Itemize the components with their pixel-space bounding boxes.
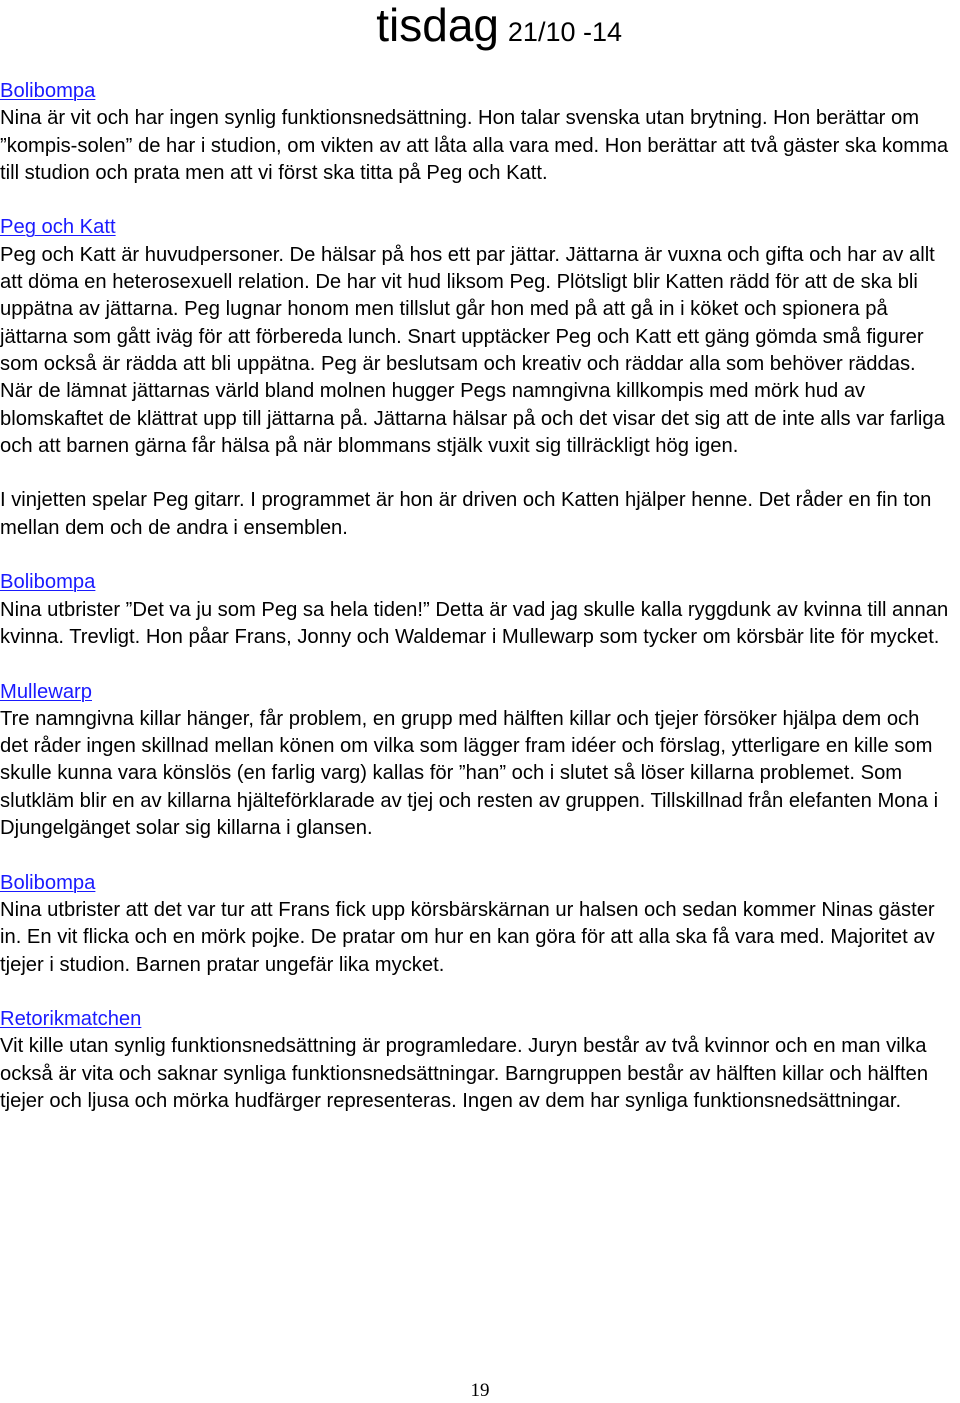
section-heading[interactable]: Retorikmatchen	[0, 1008, 142, 1031]
section-heading[interactable]: Bolibompa	[0, 871, 96, 894]
section-retorikmatchen	[0, 1006, 950, 1115]
section-paragraph: Nina utbrister att det var tur att Frans fick upp körsbärskärnan ur halsen och sedan kommer Ninas gäster in. En vit flicka och en mörk pojke. De pratar om hur en kan göra för att alla ska få vara med. Majoritet av tjejer i studion. Barnen pratar ungefär lika mycket.	[0, 898, 935, 976]
section-paragraph: Peg och Katt är huvudpersoner. De hälsar på hos ett par jättar. Jättarna är vuxna och gifta och har av allt att döma en heterosexuell relation. De har vit hud liksom Peg. Plötsligt blir Katten rädd för att de ska bli uppätna av jättarna. Peg lugnar honom men tillslut går hon med på att gå in i köket och spionera på jättarna som gått iväg för att förbereda lunch. Snart upptäcker Peg och Katt ett gäng gömda små figurer som också är rädda att bli uppätna. Peg är beslutsam och kreativ och räddar alla som behöver räddas. När de lämnat jättarnas värld bland molnen hugger Pegs namngivna killkompis med mörk hud av blomskaftet de klättrat upp till jättarna på. Jättarna hälsar på och det visar det sig att de inte alls var farliga och att barnen gärna får hälsa på när blommans stjälk vuxit sig tillräckligt hög igen.	[0, 243, 945, 457]
title-date: 21/10 -14	[507, 17, 622, 47]
section-paragraph: Vit kille utan synlig funktionsnedsättning är programledare. Juryn består av två kvinnor och en man vilka också är vita och saknar synliga funktionsnedsättningar. Barngruppen består av hälften killar och hälften tjejer och ljusa och mörka hudfärger representeras. Ingen av dem har synliga funktionsnedsättningar.	[0, 1035, 929, 1112]
section-mullewarp	[0, 679, 950, 843]
section-peg-och-katt	[0, 214, 950, 542]
section-bolibompa-1	[0, 78, 950, 187]
page-number: 19	[470, 1380, 490, 1401]
section-heading[interactable]: Bolibompa	[0, 571, 96, 594]
section-paragraph: Nina är vit och har ingen synlig funktionsnedsättning. Hon talar svenska utan brytning. Hon berättar om ”kompis-solen” de har i studion, om vikten av att låta alla vara med. Hon berättar att två gäster ska komma till studion och prata men att vi först ska titta på Peg och Katt.	[0, 107, 949, 184]
section-bolibompa-3	[0, 870, 950, 979]
section-heading[interactable]: Mullewarp	[0, 680, 92, 703]
section-paragraph: I vinjetten spelar Peg gitarr. I programmet är hon är driven och Katten hjälper henne. Det råder en fin ton mellan dem och de andra i ensemblen.	[0, 489, 932, 539]
page-title	[376, 0, 622, 51]
section-paragraph: Tre namngivna killar hänger, får problem, en grupp med hälften killar och tjejer försöker hjälpa dem och det råder ingen skillnad mellan könen om vilka som lägger fram idéer och förslag, ytterligare en kille som skulle kunna vara könslös (en farlig varg) kallas för ”han” och i slutet så löser killarna problemet. Som slutkläm blir en av killarna hjälteförklarade av tjej och resten av gruppen. Tillskillnad från elefanten Mona i Djungelgänget solar sig killarna i glansen.	[0, 707, 939, 840]
section-bolibompa-2	[0, 569, 950, 651]
title-day: tisdag	[376, 0, 500, 51]
section-heading[interactable]: Peg och Katt	[0, 216, 116, 239]
paragraph-spacer	[0, 460, 950, 487]
section-heading[interactable]: Bolibompa	[0, 80, 96, 102]
section-paragraph: Nina utbrister ”Det va ju som Peg sa hela tiden!” Detta är vad jag skulle kalla ryggdunk av kvinna till annan kvinna. Trevligt. Hon påar Frans, Jonny och Waldemar i Mullewarp som tycker om körsbär lite för mycket.	[0, 598, 949, 648]
document-body	[0, 78, 950, 1143]
